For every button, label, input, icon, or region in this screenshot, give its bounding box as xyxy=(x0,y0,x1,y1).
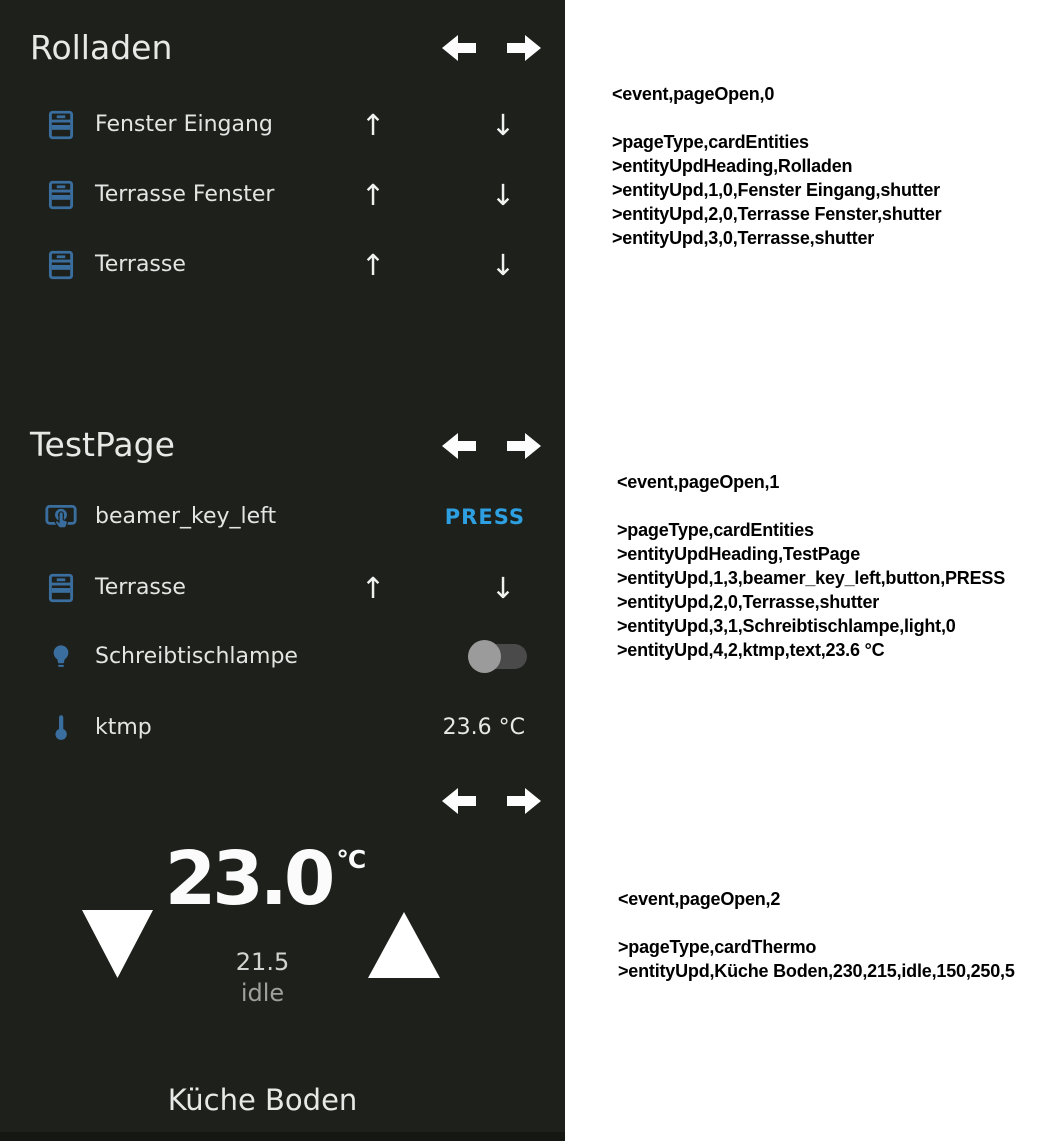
window-shutter-icon xyxy=(44,108,78,142)
entity-label: Fenster Eingang xyxy=(95,112,273,137)
protocol-line: <event,pageOpen,1 xyxy=(617,472,780,492)
protocol-line: >entityUpd,2,0,Terrasse Fenster,shutter xyxy=(612,204,942,224)
protocol-line xyxy=(618,911,1045,935)
gesture-tap-button-icon xyxy=(44,500,78,534)
next-page-button[interactable] xyxy=(505,428,543,464)
shutter-up-button[interactable]: ↑ xyxy=(355,104,391,146)
protocol-block-page2 xyxy=(618,887,1045,983)
prev-page-button[interactable] xyxy=(440,783,478,819)
thermostat-title: Küche Boden xyxy=(167,1083,358,1117)
entity-row-schreibtischlampe xyxy=(0,636,565,678)
shutter-down-button[interactable]: ↓ xyxy=(485,174,521,216)
sensor-value: 23.6 °C xyxy=(442,715,525,740)
arrow-left-icon xyxy=(440,30,478,66)
shutter-up-button[interactable]: ↑ xyxy=(355,567,391,609)
light-toggle-switch[interactable] xyxy=(468,640,527,673)
arrow-left-icon xyxy=(440,428,478,464)
protocol-line: >pageType,cardThermo xyxy=(618,937,817,957)
shutter-stop-button[interactable] xyxy=(429,115,449,135)
entity-label: beamer_key_left xyxy=(95,504,277,529)
page-title: Rolladen xyxy=(30,28,173,67)
protocol-line: >entityUpd,2,0,Terrasse,shutter xyxy=(617,592,880,612)
protocol-line: >entityUpd,1,3,beamer_key_left,button,PRESS xyxy=(617,568,1006,588)
next-page-button[interactable] xyxy=(505,30,543,66)
entity-label: Terrasse xyxy=(95,252,186,277)
protocol-line xyxy=(617,494,1045,518)
protocol-line: >entityUpd,4,2,ktmp,text,23.6 °C xyxy=(617,640,885,660)
shutter-up-button[interactable]: ↑ xyxy=(355,174,391,216)
shutter-down-button[interactable]: ↓ xyxy=(485,567,521,609)
hvac-status: idle xyxy=(240,979,285,1007)
arrow-left-icon xyxy=(440,783,478,819)
prev-page-button[interactable] xyxy=(440,30,478,66)
entity-row-terrasse xyxy=(0,567,565,609)
entity-row-fenster-eingang xyxy=(0,104,565,146)
current-temperature-value: 23.0 xyxy=(164,836,332,922)
protocol-line: >entityUpd,3,1,Schreibtischlampe,light,0 xyxy=(617,616,956,636)
shutter-stop-button[interactable] xyxy=(429,255,449,275)
protocol-line: >entityUpd,3,0,Terrasse,shutter xyxy=(612,228,875,248)
entity-label: Terrasse xyxy=(95,575,186,600)
protocol-block-page0 xyxy=(612,82,1042,250)
lightbulb-icon xyxy=(44,640,78,674)
shutter-stop-button[interactable] xyxy=(429,185,449,205)
shutter-down-button[interactable]: ↓ xyxy=(485,244,521,286)
entity-label: Terrasse Fenster xyxy=(95,182,275,207)
protocol-line: >entityUpd,Küche Boden,230,215,idle,150,250,5 xyxy=(618,961,1015,981)
entity-row-beamer-key-left xyxy=(0,496,565,538)
screen-bottom-edge xyxy=(0,1132,565,1141)
page-title: TestPage xyxy=(30,425,175,464)
protocol-line: >pageType,cardEntities xyxy=(612,132,809,152)
arrow-right-icon xyxy=(505,30,543,66)
entity-label: ktmp xyxy=(95,715,152,740)
window-shutter-icon xyxy=(44,571,78,605)
window-shutter-icon xyxy=(44,178,78,212)
next-page-button[interactable] xyxy=(505,783,543,819)
protocol-line: <event,pageOpen,2 xyxy=(618,889,781,909)
protocol-block-page1 xyxy=(617,470,1045,662)
protocol-line xyxy=(612,106,1042,130)
arrow-right-icon xyxy=(505,428,543,464)
protocol-line: <event,pageOpen,0 xyxy=(612,84,775,104)
protocol-line: >entityUpd,1,0,Fenster Eingang,shutter xyxy=(612,180,940,200)
shutter-up-button[interactable]: ↑ xyxy=(355,244,391,286)
shutter-down-button[interactable]: ↓ xyxy=(485,104,521,146)
entity-row-terrasse xyxy=(0,244,565,286)
temperature-unit: °C xyxy=(336,845,366,874)
arrow-right-icon xyxy=(505,783,543,819)
card-rolladen xyxy=(0,0,565,410)
toggle-knob xyxy=(468,640,501,673)
target-temperature: 21.5 xyxy=(235,948,290,976)
protocol-line: >pageType,cardEntities xyxy=(617,520,814,540)
window-shutter-icon xyxy=(44,248,78,282)
protocol-line: >entityUpdHeading,Rolladen xyxy=(612,156,853,176)
thermometer-icon xyxy=(44,711,78,745)
press-button[interactable]: PRESS xyxy=(445,496,525,538)
protocol-line: >entityUpdHeading,TestPage xyxy=(617,544,861,564)
card-testpage xyxy=(0,410,565,762)
entity-row-ktmp xyxy=(0,707,565,749)
card-thermo xyxy=(0,762,565,1141)
entity-label: Schreibtischlampe xyxy=(95,644,298,669)
shutter-stop-button[interactable] xyxy=(429,578,449,598)
entity-row-terrasse-fenster xyxy=(0,174,565,216)
current-temperature xyxy=(0,836,525,922)
prev-page-button[interactable] xyxy=(440,428,478,464)
